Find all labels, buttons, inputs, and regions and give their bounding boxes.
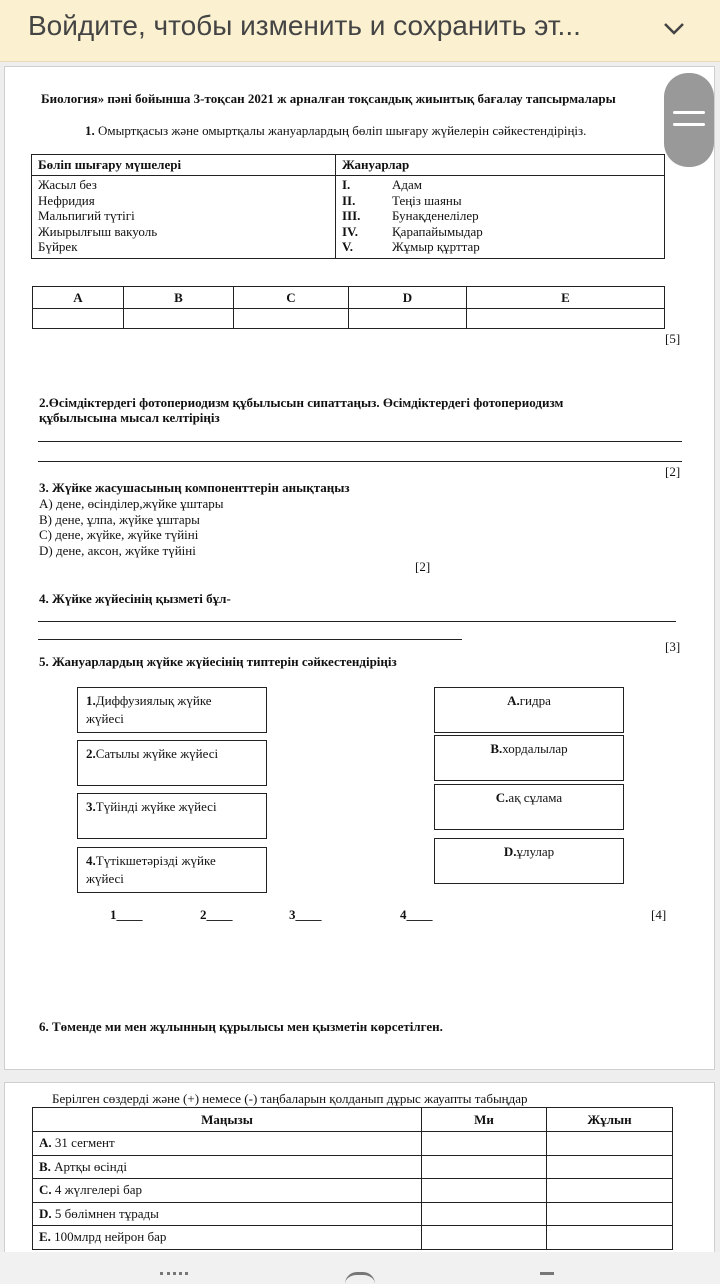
q2-title-line2: құбылысына мысал келтіріңіз bbox=[39, 410, 220, 425]
q1-animals-list: Адам Теңіз шаяны Бунақденелілер Қарапайымыдар Жұмыр құрттар bbox=[392, 177, 483, 255]
page2-intro: Берілген сөздерді және (+) немесе (-) таңбаларын қолданып дұрыс жауапты табыңдар bbox=[52, 1091, 528, 1106]
q5-score: [4] bbox=[651, 907, 667, 922]
q5-answer-4: 4____ bbox=[400, 907, 433, 922]
answer-col-a: A bbox=[33, 287, 124, 309]
q1-match-table bbox=[31, 154, 665, 259]
table-row: D. 5 бөлімнен тұрады bbox=[33, 1202, 673, 1226]
q5-right-box-b: B.хордалылар bbox=[434, 735, 624, 781]
sign-in-banner[interactable] bbox=[0, 0, 720, 62]
q1-col2-header: Жануарлар bbox=[342, 157, 410, 172]
q5-answer-2: 2____ bbox=[200, 907, 233, 922]
q5-answer-1: 1____ bbox=[110, 907, 143, 922]
document-page-2 bbox=[4, 1082, 715, 1262]
q1-organs-list: Жасыл без Нефридия Мальпигий түтігі Жиырылғыш вакуоль Бүйрек bbox=[38, 177, 158, 255]
table-row: A. 31 сегмент bbox=[33, 1132, 673, 1156]
q3-score: [2] bbox=[415, 559, 431, 574]
q2-title-line1: 2.Өсімдіктердегі фотопериодизм құбылысын сипаттаңыз. Өсімдіктердегі фотопериодизм bbox=[39, 395, 564, 410]
q3-options: A) дене, өсінділер,жүйке ұштары B) дене, ұлпа, жүйке ұштары C) дене, жүйке, жүйке түйіні D) дене, аксон, жүйке түйіні bbox=[39, 496, 224, 558]
scroll-handle[interactable] bbox=[664, 73, 714, 167]
banner-title: Войдите, чтобы изменить и сохранить эт... bbox=[28, 10, 581, 41]
answer-col-c: C bbox=[234, 287, 349, 309]
q1-answer-table bbox=[32, 286, 665, 329]
answer-col-b: B bbox=[124, 287, 234, 309]
chevron-down-icon[interactable] bbox=[662, 16, 686, 40]
q5-right-box-a: A.гидра bbox=[434, 687, 624, 733]
q3-title: 3. Жүйке жасушасының компоненттерін анықтаңыз bbox=[39, 480, 350, 495]
q6-title: 6. Төменде ми мен жұлынның құрылысы мен қызметін көрсетілген. bbox=[39, 1019, 443, 1034]
q5-answer-3: 3____ bbox=[289, 907, 322, 922]
answer-col-d: D bbox=[349, 287, 467, 309]
q4-title: 4. Жүйке жүйесінің қызметі бұл- bbox=[39, 591, 231, 606]
answer-col-e: E bbox=[467, 287, 665, 309]
q1-score: [5] bbox=[665, 331, 681, 346]
q5-left-box-1: 1.Диффузиялық жүйке жүйесі bbox=[77, 687, 267, 733]
q1-col1-header: Бөліп шығару мүшелері bbox=[38, 157, 182, 172]
table-row: E. 100млрд нейрон бар bbox=[33, 1226, 673, 1250]
q5-left-box-2: 2.Сатылы жүйке жүйесі bbox=[77, 740, 267, 786]
table-row: B. Артқы өсінді bbox=[33, 1155, 673, 1179]
q2-score: [2] bbox=[665, 464, 681, 479]
q4-score: [3] bbox=[665, 639, 681, 654]
q1-roman-list: I. II. III. IV. V. bbox=[342, 177, 361, 255]
home-icon[interactable] bbox=[345, 1272, 375, 1284]
table-row: C. 4 жүлгелері бар bbox=[33, 1179, 673, 1203]
recent-apps-icon[interactable] bbox=[160, 1272, 188, 1284]
q5-right-box-c: C.ақ сұлама bbox=[434, 784, 624, 830]
brain-spine-table bbox=[32, 1107, 673, 1250]
doc-heading: Биология» пәні бойынша 3-тоқсан 2021 ж арналған тоқсандық жиынтық бағалау тапсырмалары bbox=[41, 91, 616, 106]
q5-title: 5. Жануарлардың жүйке жүйесінің типтерін сәйкестендіріңіз bbox=[39, 654, 397, 669]
q5-left-box-4: 4.Түтікшетәрізді жүйке жүйесі bbox=[77, 847, 267, 893]
q1-text: 1. Омыртқасыз және омыртқалы жануарлардың бөліп шығару жүйелерін сәйкестендіріңіз. bbox=[85, 123, 587, 138]
col-header-spine: Жұлын bbox=[547, 1108, 673, 1132]
col-header-meaning: Маңызы bbox=[33, 1108, 422, 1132]
q5-left-box-3: 3.Түйінді жүйке жүйесі bbox=[77, 793, 267, 839]
col-header-brain: Ми bbox=[422, 1108, 547, 1132]
q5-right-box-d: D.ұлулар bbox=[434, 838, 624, 884]
document-page-1 bbox=[4, 66, 715, 1070]
back-icon[interactable] bbox=[540, 1272, 554, 1284]
